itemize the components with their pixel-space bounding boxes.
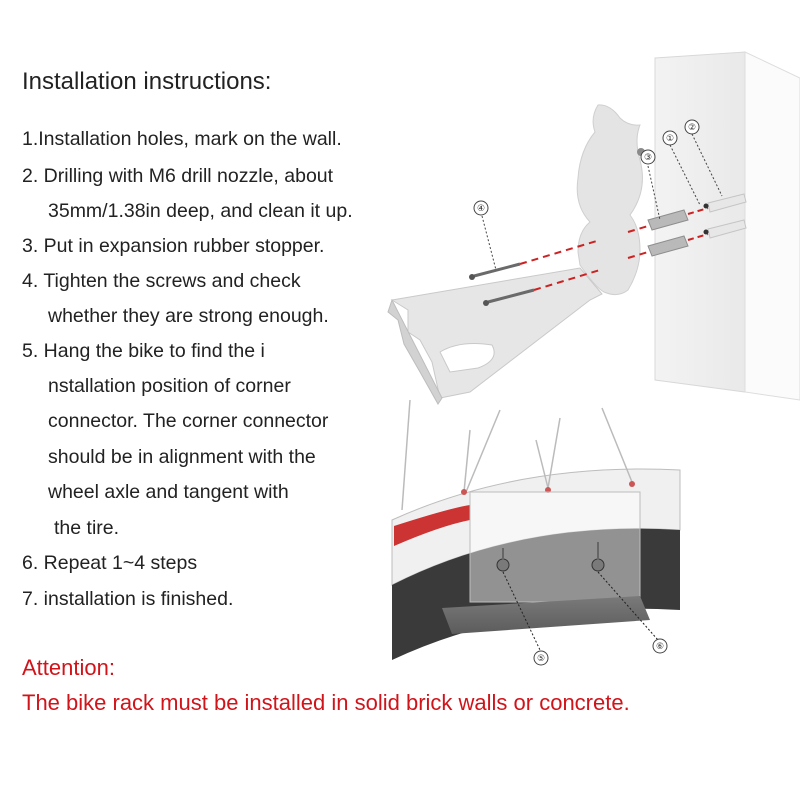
svg-text:⑤: ⑤ [536, 654, 546, 664]
corner-connector [442, 492, 658, 650]
callout-6 [653, 639, 667, 653]
step-2: 2. Drilling with M6 drill nozzle, about [22, 165, 334, 187]
step-6: 6. Repeat 1~4 steps [22, 552, 198, 574]
step-5-cont-1: nstallation position of corner [48, 375, 291, 397]
page-title: Installation instructions: [22, 68, 272, 95]
step-5-cont-5: the tire. [54, 517, 120, 539]
callout-3 [641, 150, 655, 164]
callout-4 [474, 201, 488, 215]
step-5-cont-2: connector. The corner connector [48, 410, 329, 432]
step-2-cont: 35mm/1.38in deep, and clean it up. [48, 200, 353, 222]
callout-2 [685, 120, 699, 134]
step-1: 1.Installation holes, mark on the wall. [22, 128, 342, 150]
attention-heading: Attention: [22, 655, 115, 680]
step-4-cont: whether they are strong enough. [48, 305, 329, 327]
callout-1 [663, 131, 677, 145]
svg-text:③: ③ [643, 153, 653, 163]
step-4: 4. Tighten the screws and check [22, 270, 301, 292]
svg-text:①: ① [665, 134, 675, 144]
step-5-cont-3: should be in alignment with the [48, 446, 316, 468]
svg-text:⑥: ⑥ [655, 642, 665, 652]
bracket-plate [388, 105, 645, 404]
step-7: 7. installation is finished. [22, 588, 234, 610]
svg-text:④: ④ [476, 204, 486, 214]
step-3: 3. Put in expansion rubber stopper. [22, 235, 325, 257]
svg-text:②: ② [687, 123, 697, 133]
callout-5 [534, 651, 548, 665]
step-5: 5. Hang the bike to find the i [22, 340, 265, 362]
attention-text: The bike rack must be installed in solid brick walls or concrete. [22, 690, 630, 715]
step-5-cont-4: wheel axle and tangent with [48, 481, 289, 503]
